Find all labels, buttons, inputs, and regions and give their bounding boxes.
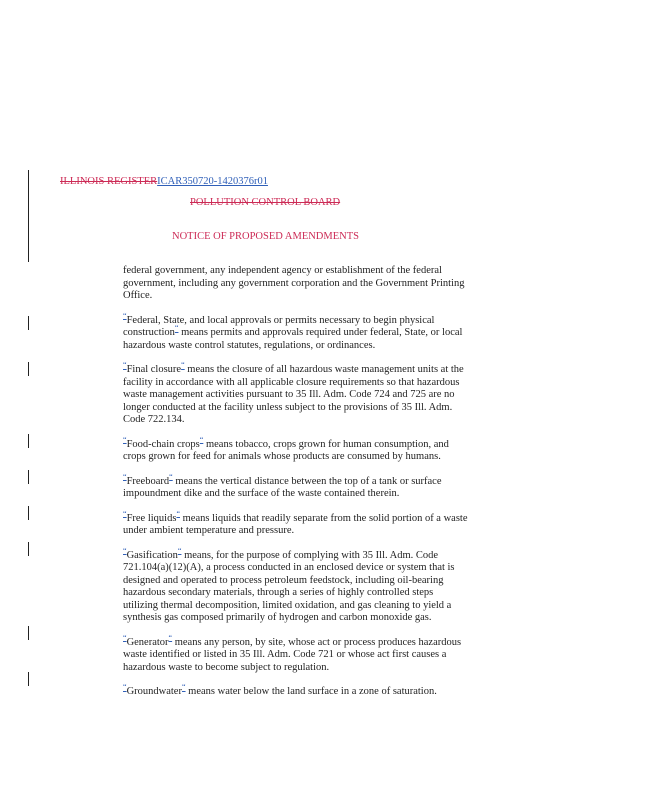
quote-mark: “ xyxy=(123,509,127,518)
definition-term: Groundwater xyxy=(126,686,182,697)
definition-paragraph xyxy=(123,509,468,538)
definition-paragraph xyxy=(123,682,468,699)
definition-paragraph xyxy=(123,472,468,501)
quote-mark: “ xyxy=(123,311,127,320)
quote-mark: “ xyxy=(123,633,127,642)
definition-term: Free liquids xyxy=(126,512,177,524)
definition-paragraph xyxy=(123,360,468,427)
definition-paragraph xyxy=(123,633,468,675)
revision-bar xyxy=(28,362,29,376)
revision-bar xyxy=(28,170,29,262)
quote-mark: “ xyxy=(181,360,185,370)
quote-mark: “ xyxy=(176,509,180,518)
quote-mark: “ xyxy=(169,472,173,481)
quote-mark: “ xyxy=(123,546,127,555)
definition-term: Generator xyxy=(126,636,169,648)
definition-term: Final closure xyxy=(126,364,182,375)
definition-text: means water below the land surface in a zone of saturation. xyxy=(185,686,437,697)
definition-term: Freeboard xyxy=(126,475,170,487)
definition-text: means permits and approvals required under federal, State, or local hazardous waste control statutes, regulations, or ordinances. xyxy=(123,327,463,351)
revision-bar xyxy=(28,434,29,448)
definition-text: federal government, any independent agency or establishment of the federal government, including any government corporation and the Government Printing Office. xyxy=(123,265,465,301)
definition-text: means any person, by site, whose act or process produces hazardous waste identified or listed in 35 Ill. Adm. Code 721 or whose act first causes a hazardous waste to become subject to regulation. xyxy=(123,636,462,673)
definition-paragraph xyxy=(123,546,468,625)
definitions-body xyxy=(123,265,468,711)
quote-mark: “ xyxy=(168,633,173,642)
definition-text: means tobacco, crops grown for human consumption, and crops grown for feed for animals whose products are consumed by humans. xyxy=(123,438,449,462)
board-header xyxy=(190,197,340,208)
quote-mark: “ xyxy=(123,682,127,692)
definition-text: means the vertical distance between the top of a tank or surface impoundment dike and the surface of the waste contained therein. xyxy=(123,475,442,499)
register-deleted-text: ILLINOIS REGISTER xyxy=(60,176,158,187)
notice-title: NOTICE OF PROPOSED AMENDMENTS xyxy=(172,231,359,242)
quote-mark: “ xyxy=(181,682,186,692)
definition-paragraph xyxy=(123,265,468,303)
definition-term: Food-chain crops xyxy=(126,438,200,450)
revision-bar xyxy=(28,316,29,330)
revision-bar xyxy=(28,672,29,686)
revision-bar xyxy=(28,626,29,640)
quote-mark: “ xyxy=(123,360,127,370)
board-deleted-text: POLLUTION CONTROL BOARD xyxy=(190,197,341,208)
quote-mark: “ xyxy=(177,546,182,555)
definition-text: means liquids that readily separate from the solid portion of a waste under ambient temperature and pressure. xyxy=(123,512,468,536)
definition-paragraph xyxy=(123,435,468,464)
definition-paragraph xyxy=(123,311,468,353)
revision-bar xyxy=(28,506,29,520)
register-header xyxy=(60,176,268,187)
quote-mark: “ xyxy=(199,435,204,444)
definition-text: means, for the purpose of complying with 35 Ill. Adm. Code 721.104(a)(12)(A), a process conducted in an enclosed device or system that is designed and operated to process petroleum feedstock, including oil-bearing hazardous secondary materials, through a series of highly controlled steps utilizing thermal decomposition, limited oxidation, and gas cleaning to yield a synthesis gas composed primarily of hydrogen and carbon monoxide gas. xyxy=(123,549,455,623)
quote-mark: “ xyxy=(174,323,179,333)
definition-text: means the closure of all hazardous waste management units at the facility in accordance with all applicable closure requirements so that hazardous waste management activities pursuant to 35 Ill. Adm. Code 724 and 725 are no longer conducted at the facility unless subject to the provisions of 35 Ill. Adm. Code 722.134. xyxy=(123,364,464,425)
revision-bar xyxy=(28,542,29,556)
definition-term: Gasification xyxy=(126,549,178,561)
register-inserted-text: ICAR350720-1420376r01 xyxy=(157,176,268,187)
revision-bar xyxy=(28,470,29,484)
quote-mark: “ xyxy=(123,435,127,444)
definition-term: Federal, State, and local approvals or permits necessary to begin physical construction xyxy=(123,314,435,338)
quote-mark: “ xyxy=(123,472,127,481)
